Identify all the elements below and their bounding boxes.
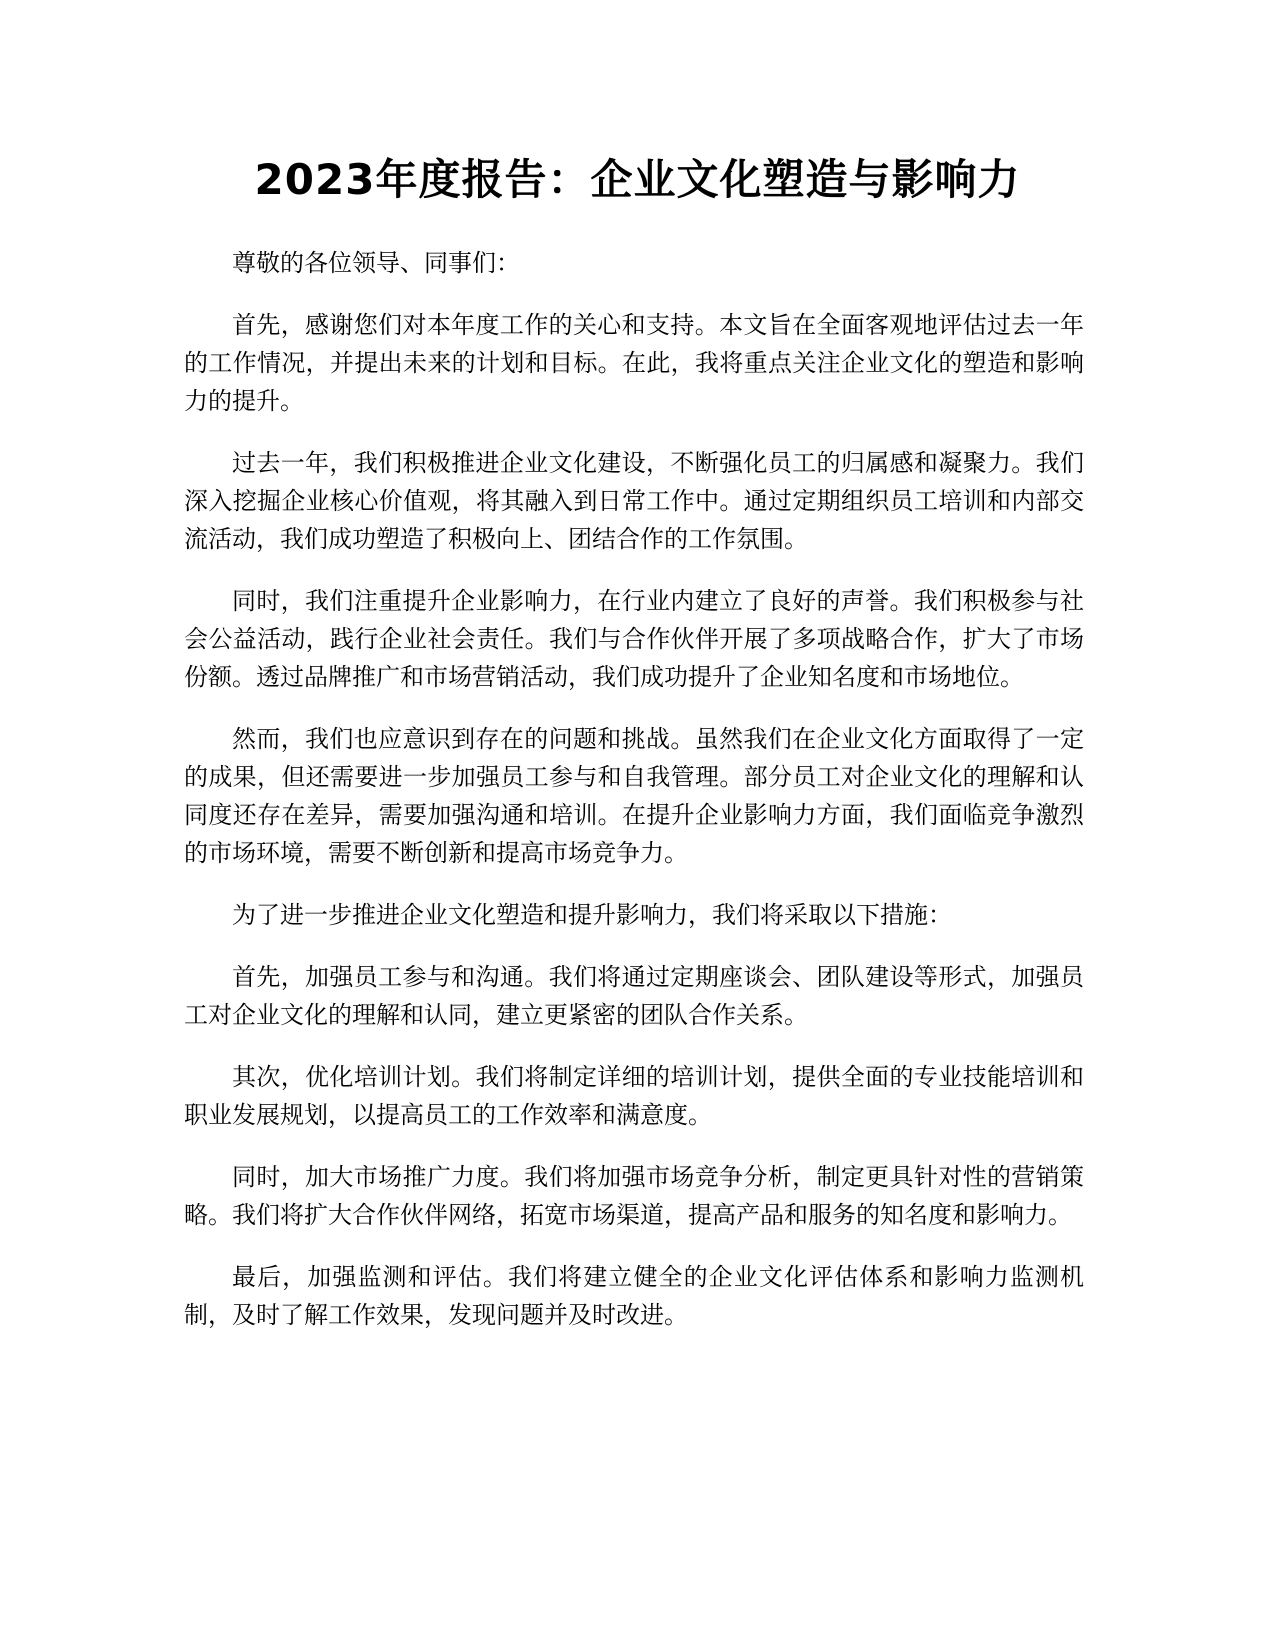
document-title: 2023年度报告：企业文化塑造与影响力 [254,155,1021,204]
measure-2-paragraph: 其次，优化培训计划。我们将制定详细的培训计划，提供全面的专业技能培训和职业发展规划，以提高员工的工作效率和满意度。 [184,1063,1084,1129]
challenges-paragraph: 然而，我们也应意识到存在的问题和挑战。虽然我们在企业文化方面取得了一定的成果，但还需要进一步加强员工参与和自我管理。部分员工对企业文化的理解和认同度还存在差异，需要加强沟通和培训。在提升企业影响力方面，我们面临竞争激烈的市场环境，需要不断创新和提高市场竞争力。 [184,725,1084,867]
measures-intro-paragraph: 为了进一步推进企业文化塑造和提升影响力，我们将采取以下措施： [232,901,952,929]
intro-paragraph: 首先，感谢您们对本年度工作的关心和支持。本文旨在全面客观地评估过去一年的工作情况，并提出未来的计划和目标。在此，我将重点关注企业文化的塑造和影响力的提升。 [184,311,1084,415]
measure-3-paragraph: 同时，加大市场推广力度。我们将加强市场竞争分析，制定更具针对性的营销策略。我们将扩大合作伙伴网络，拓宽市场渠道，提高产品和服务的知名度和影响力。 [184,1163,1084,1229]
culture-paragraph: 过去一年，我们积极推进企业文化建设，不断强化员工的归属感和凝聚力。我们深入挖掘企业核心价值观，将其融入到日常工作中。通过定期组织员工培训和内部交流活动，我们成功塑造了积极向上、团结合作的工作氛围。 [184,449,1084,553]
salutation-paragraph: 尊敬的各位领导、同事们： [232,249,520,277]
measure-4-paragraph: 最后，加强监测和评估。我们将建立健全的企业文化评估体系和影响力监测机制，及时了解工作效果，发现问题并及时改进。 [184,1263,1084,1329]
influence-paragraph: 同时，我们注重提升企业影响力，在行业内建立了良好的声誉。我们积极参与社会公益活动，践行企业社会责任。我们与合作伙伴开展了多项战略合作，扩大了市场份额。透过品牌推广和市场营销活动，我们成功提升了企业知名度和市场地位。 [184,587,1084,691]
measure-1-paragraph: 首先，加强员工参与和沟通。我们将通过定期座谈会、团队建设等形式，加强员工对企业文化的理解和认同，建立更紧密的团队合作关系。 [184,963,1084,1029]
document-body [184,244,1084,1358]
